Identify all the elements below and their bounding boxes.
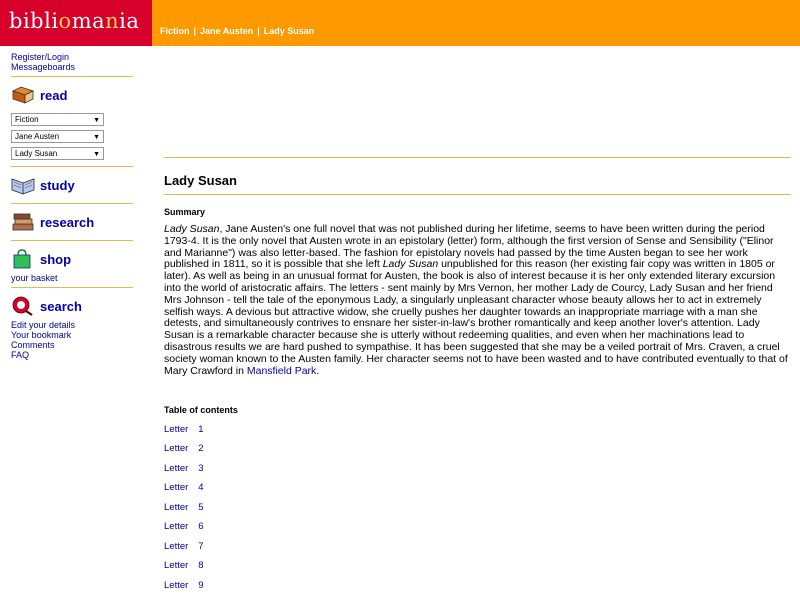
sidebar-item-label: study <box>40 178 75 193</box>
toc-letter-5[interactable]: Letter 5 <box>164 502 204 513</box>
toc-letter-4[interactable]: Letter 4 <box>164 482 204 493</box>
sidebar-item-study[interactable] <box>11 171 133 199</box>
divider <box>164 194 791 195</box>
sidebar <box>11 52 133 360</box>
header-bar <box>0 0 800 46</box>
open-book-icon <box>11 175 35 195</box>
toc-letter-2[interactable]: Letter 2 <box>164 443 204 454</box>
divider <box>164 157 791 158</box>
toc-letter-8[interactable]: Letter 8 <box>164 560 204 571</box>
toc-letter-7[interactable]: Letter 7 <box>164 541 204 552</box>
magnifier-icon <box>11 296 35 316</box>
faq-link[interactable]: FAQ <box>11 350 30 360</box>
category-select[interactable]: Fiction ▼ <box>11 113 104 126</box>
divider <box>11 287 133 288</box>
logo[interactable] <box>0 0 152 46</box>
sidebar-item-read[interactable] <box>11 81 133 109</box>
page-title: Lady Susan <box>164 173 237 188</box>
summary-text: Lady Susan, Jane Austen's one full novel that was not published during her lifetime, seems to have been written during the period 1793-4. It is the only novel that Austen wrote in an epistolary (letter) form, although the first version of Sense and Sensibility ("Elinor and Marianne") was also letter-based. The fashion for epistolary novels had passed by the time Austen began to see her work published in 1811, so it is possible that she left Lady Susan unpublished for this reason (her existing fair copy was written in 1805 or later). As well as being in an unusual format for Austen, the book is also of interest because it is her only extended literary excursion into the world of aristocratic affairs. The letters - sent mainly by Mrs Vernon, her mother Lady de Courcy, Lady Susan and her friend Mrs Johnson - tell the tale of the eponymous Lady, a singularly unpleasant character whose beauty allows her to act in extremely selfish ways. A devious but attractive widow, she cruelly pushes her daughter towards an inappropriate marriage with a man she detests, and simultaneously contrives to ensnare her sister-in-law's brother romantically and keep another lover's attention. Lady Susan is a remarkable character because she is utterly without redeeming qualities, and even when her machinations lead to disastrous results we are hard pushed to sympathise. It has been suggested that she may be a veiled portrait of Mrs. Craven, a cruel society woman known to the Austen family. Her character seems not to have been wasted and to have contributed eventually to that of Mary Crawford in Mansfield Park. <box>164 223 788 377</box>
edit-details-link[interactable]: Edit your details <box>11 320 76 330</box>
toc-letter-3[interactable]: Letter 3 <box>164 463 204 474</box>
divider <box>11 240 133 241</box>
chevron-down-icon: ▼ <box>93 151 100 158</box>
mansfield-park-link[interactable]: Mansfield Park <box>246 364 317 377</box>
toc-letter-9[interactable]: Letter 9 <box>164 580 204 591</box>
book-icon <box>11 85 35 105</box>
toc-heading: Table of contents <box>164 405 238 415</box>
sidebar-item-label: shop <box>40 252 72 267</box>
chevron-down-icon: ▼ <box>93 117 100 124</box>
register-login-link[interactable]: Register/Login <box>11 52 70 62</box>
divider <box>11 166 133 167</box>
sidebar-item-research[interactable] <box>11 208 133 236</box>
breadcrumb-fiction[interactable]: Fiction <box>160 26 190 36</box>
summary-heading: Summary <box>164 207 206 217</box>
sidebar-item-shop[interactable] <box>11 245 133 273</box>
comments-link[interactable]: Comments <box>11 340 55 350</box>
divider <box>11 203 133 204</box>
shopping-bag-icon <box>11 249 35 269</box>
chevron-down-icon: ▼ <box>93 134 100 141</box>
breadcrumb-title[interactable]: Lady Susan <box>263 26 315 36</box>
divider <box>11 76 133 77</box>
author-select[interactable]: Jane Austen ▼ <box>11 130 104 143</box>
books-stack-icon <box>11 212 35 232</box>
logo-text: bibliomania <box>9 9 140 33</box>
sidebar-item-search[interactable] <box>11 292 133 320</box>
your-basket-link[interactable]: your basket <box>11 273 58 283</box>
title-select[interactable]: Lady Susan ▼ <box>11 147 104 160</box>
sidebar-item-label: search <box>40 299 82 314</box>
bookmark-link[interactable]: Your bookmark <box>11 330 72 340</box>
breadcrumb-author[interactable]: Jane Austen <box>200 26 254 36</box>
toc-letter-1[interactable]: Letter 1 <box>164 424 204 435</box>
toc-letter-6[interactable]: Letter 6 <box>164 521 204 532</box>
breadcrumb: Fiction | Jane Austen | Lady Susan <box>160 26 315 36</box>
sidebar-item-label: read <box>40 88 68 103</box>
messageboards-link[interactable]: Messageboards <box>11 62 76 72</box>
sidebar-item-label: research <box>40 215 95 230</box>
